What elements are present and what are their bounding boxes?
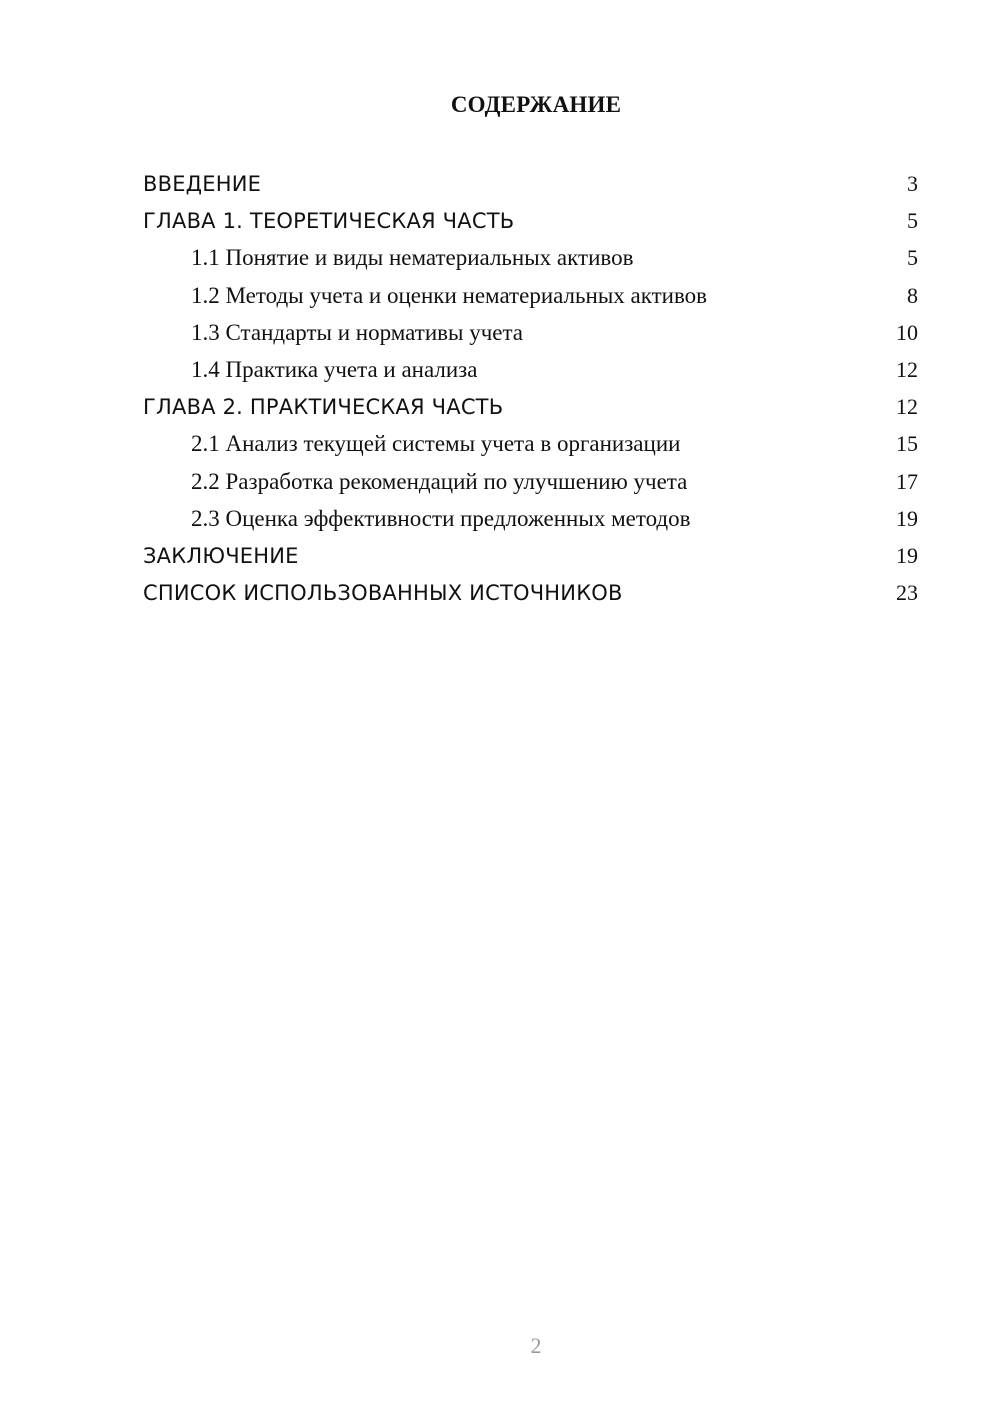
toc-entry-label: 1.4 Практика учета и анализа [191,356,478,382]
toc-entry-label: 1.2 Методы учета и оценки нематериальных активов [191,282,708,308]
toc-entry-section-1-3 [143,314,918,351]
toc-entry-label: 1.3 Стандарты и нормативы учета [191,319,524,345]
toc-entry-section-1-4 [143,351,918,388]
toc-entry-label: ВВЕДЕНИЕ [143,172,262,196]
toc-entry-section-2-2 [143,463,918,500]
toc-entry-page: 10 [896,319,918,345]
toc-entry-page: 5 [907,245,918,271]
toc-entry-introduction [143,165,918,202]
toc-entry-label: ЗАКЛЮЧЕНИЕ [143,543,299,568]
toc-entry-references [143,574,918,611]
toc-entry-label: 2.2 Разработка рекомендаций по улучшению учета [191,468,688,494]
toc-entry-section-2-3 [143,500,918,537]
toc-entry-page: 3 [907,171,918,196]
toc-entry-conclusion [143,537,918,574]
toc-entry-label: ГЛАВА 2. ПРАКТИЧЕСКАЯ ЧАСТЬ [143,395,504,420]
toc-entry-label: СПИСОК ИСПОЛЬЗОВАННЫХ ИСТОЧНИКОВ [143,581,623,606]
toc-entry-page: 12 [896,356,918,382]
toc-entry-page: 8 [907,282,918,308]
toc-entry-page: 19 [896,505,918,531]
page-number: 2 [530,1333,542,1358]
toc-entry-page: 19 [896,542,918,568]
toc-entry-page: 23 [896,580,918,606]
toc-entry-page: 12 [896,394,918,420]
toc-entry-section-1-2 [143,277,918,314]
toc-entry-page: 17 [896,468,918,494]
toc-entry-page: 15 [896,431,918,457]
toc-entry-page: 5 [907,208,918,234]
toc-entry-label: 1.1 Понятие и виды нематериальных активов [191,245,634,271]
toc-entry-label: 2.3 Оценка эффективности предложенных методов [191,505,691,531]
table-of-contents [143,165,918,611]
toc-entry-label: ГЛАВА 1. ТЕОРЕТИЧЕСКАЯ ЧАСТЬ [143,209,515,234]
toc-entry-section-2-1 [143,425,918,462]
toc-entry-label: 2.1 Анализ текущей системы учета в организации [191,431,681,457]
page-title: СОДЕРЖАНИЕ [450,92,622,117]
toc-entry-chapter-1 [143,202,918,239]
toc-entry-chapter-2 [143,388,918,425]
toc-entry-section-1-1 [143,239,918,276]
